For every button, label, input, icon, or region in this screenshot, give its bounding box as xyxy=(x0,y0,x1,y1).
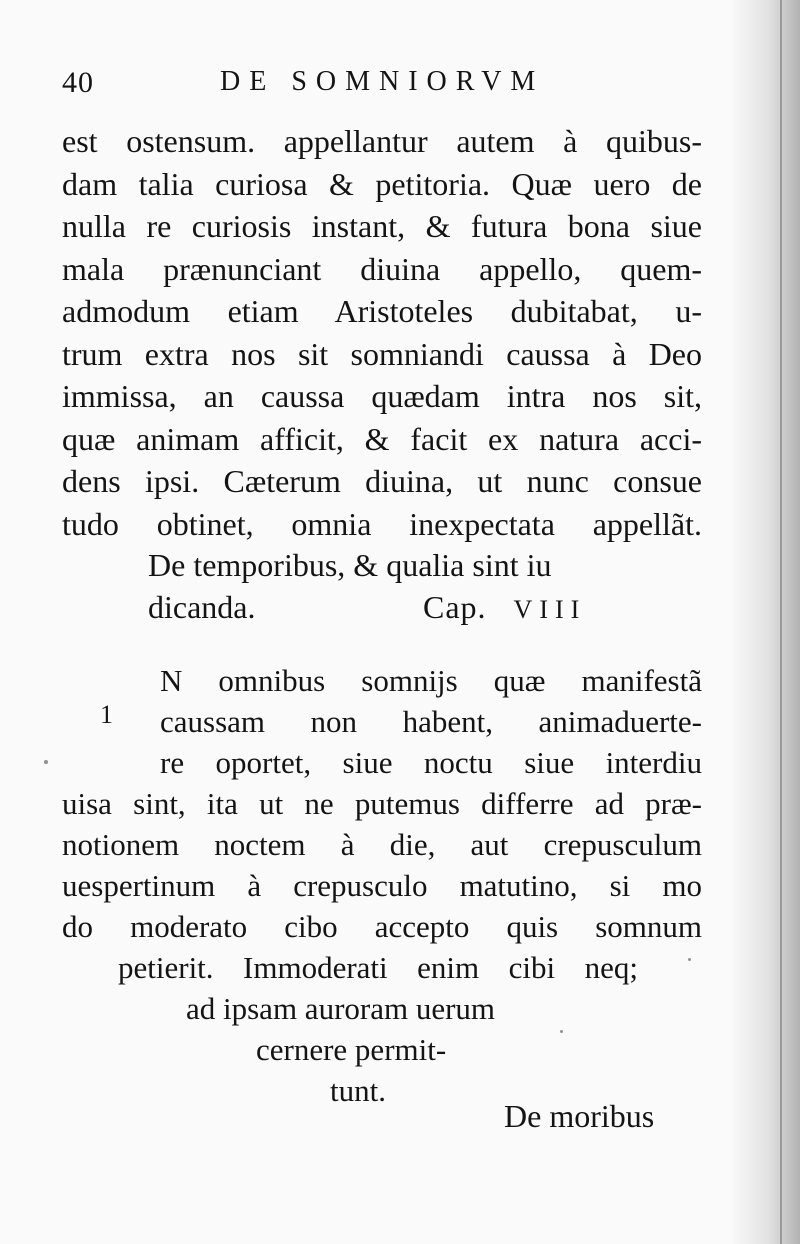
ink-speck xyxy=(560,1030,563,1033)
ink-speck xyxy=(44,760,48,764)
ink-speck xyxy=(688,958,691,961)
body-line: quæ animam afficit, & facit ex natura acci- xyxy=(62,420,702,457)
chapter-title-end: dicanda. xyxy=(148,589,256,625)
page-header xyxy=(62,66,702,106)
chapter-line-text: N omnibus somnijs quæ manifestã xyxy=(160,663,702,698)
body-line: mala prænunciant diuina appello, quem- xyxy=(62,250,702,287)
margin-note-number: 1 xyxy=(100,700,113,729)
body-line: est ostensum. appellantur autem à quibus- xyxy=(62,123,702,159)
chapter-cap-word: Cap. xyxy=(423,589,487,625)
chapter-line xyxy=(62,701,702,742)
chapter-line xyxy=(62,660,702,701)
chapter-line xyxy=(62,865,702,906)
running-title: DE SOMNIORVM xyxy=(220,66,545,97)
page-gutter-shadow xyxy=(730,0,800,1244)
chapter-line xyxy=(62,824,702,865)
body-line: dens ipsi. Cæterum diuina, ut nunc consue xyxy=(62,463,702,499)
chapter-line xyxy=(62,947,702,988)
chapter-line xyxy=(62,906,702,947)
chapter-line-text: re oportet, siue noctu siue interdiu xyxy=(160,745,702,780)
chapter-line xyxy=(62,783,702,824)
body-line: tudo obtinet, omnia inexpectata appellãt. xyxy=(62,505,702,542)
body-paragraph xyxy=(62,120,702,545)
chapter-line-text: caussam non habent, animaduerte- xyxy=(160,704,702,739)
page-edge-line xyxy=(780,0,782,1244)
chapter-title-line xyxy=(148,586,628,628)
chapter-line-text: do moderato cibo accepto quis somnum xyxy=(62,909,702,944)
chapter-label xyxy=(423,586,586,631)
chapter-heading xyxy=(148,544,628,628)
body-line: trum extra nos sit somniandi caussa à Deo xyxy=(62,335,702,372)
chapter-line xyxy=(62,742,702,783)
chapter-title-line: De temporibus, & qualia sint iu xyxy=(148,547,552,583)
catchword: De moribus xyxy=(504,1098,655,1134)
chapter-line-text: cernere permit- xyxy=(256,1032,447,1067)
chapter-line-text: ad ipsam auroram uerum xyxy=(186,991,496,1026)
chapter-line-text: notionem noctem à die, aut crepusculum xyxy=(62,827,702,862)
chapter-paragraph xyxy=(62,660,702,1111)
page-number: 40 xyxy=(62,66,94,99)
body-line: nulla re curiosis instant, & futura bona siue xyxy=(62,208,702,244)
chapter-line xyxy=(62,1029,702,1070)
chapter-line-text: uisa sint, ita ut ne putemus differre ad præ- xyxy=(62,786,702,821)
body-line: dam talia curiosa & petitoria. Quæ uero de xyxy=(62,165,702,202)
chapter-line-text: petierit. Immoderati enim cibi neq; xyxy=(118,950,638,985)
chapter-line-text: uespertinum à crepusculo matutino, si mo xyxy=(62,868,702,903)
body-line: admodum etiam Aristoteles dubitabat, u- xyxy=(62,293,702,329)
chapter-number: VIII xyxy=(513,595,587,624)
chapter-line xyxy=(62,988,702,1029)
chapter-line-text: tunt. xyxy=(330,1073,386,1108)
body-line: immissa, an caussa quædam intra nos sit, xyxy=(62,378,702,414)
